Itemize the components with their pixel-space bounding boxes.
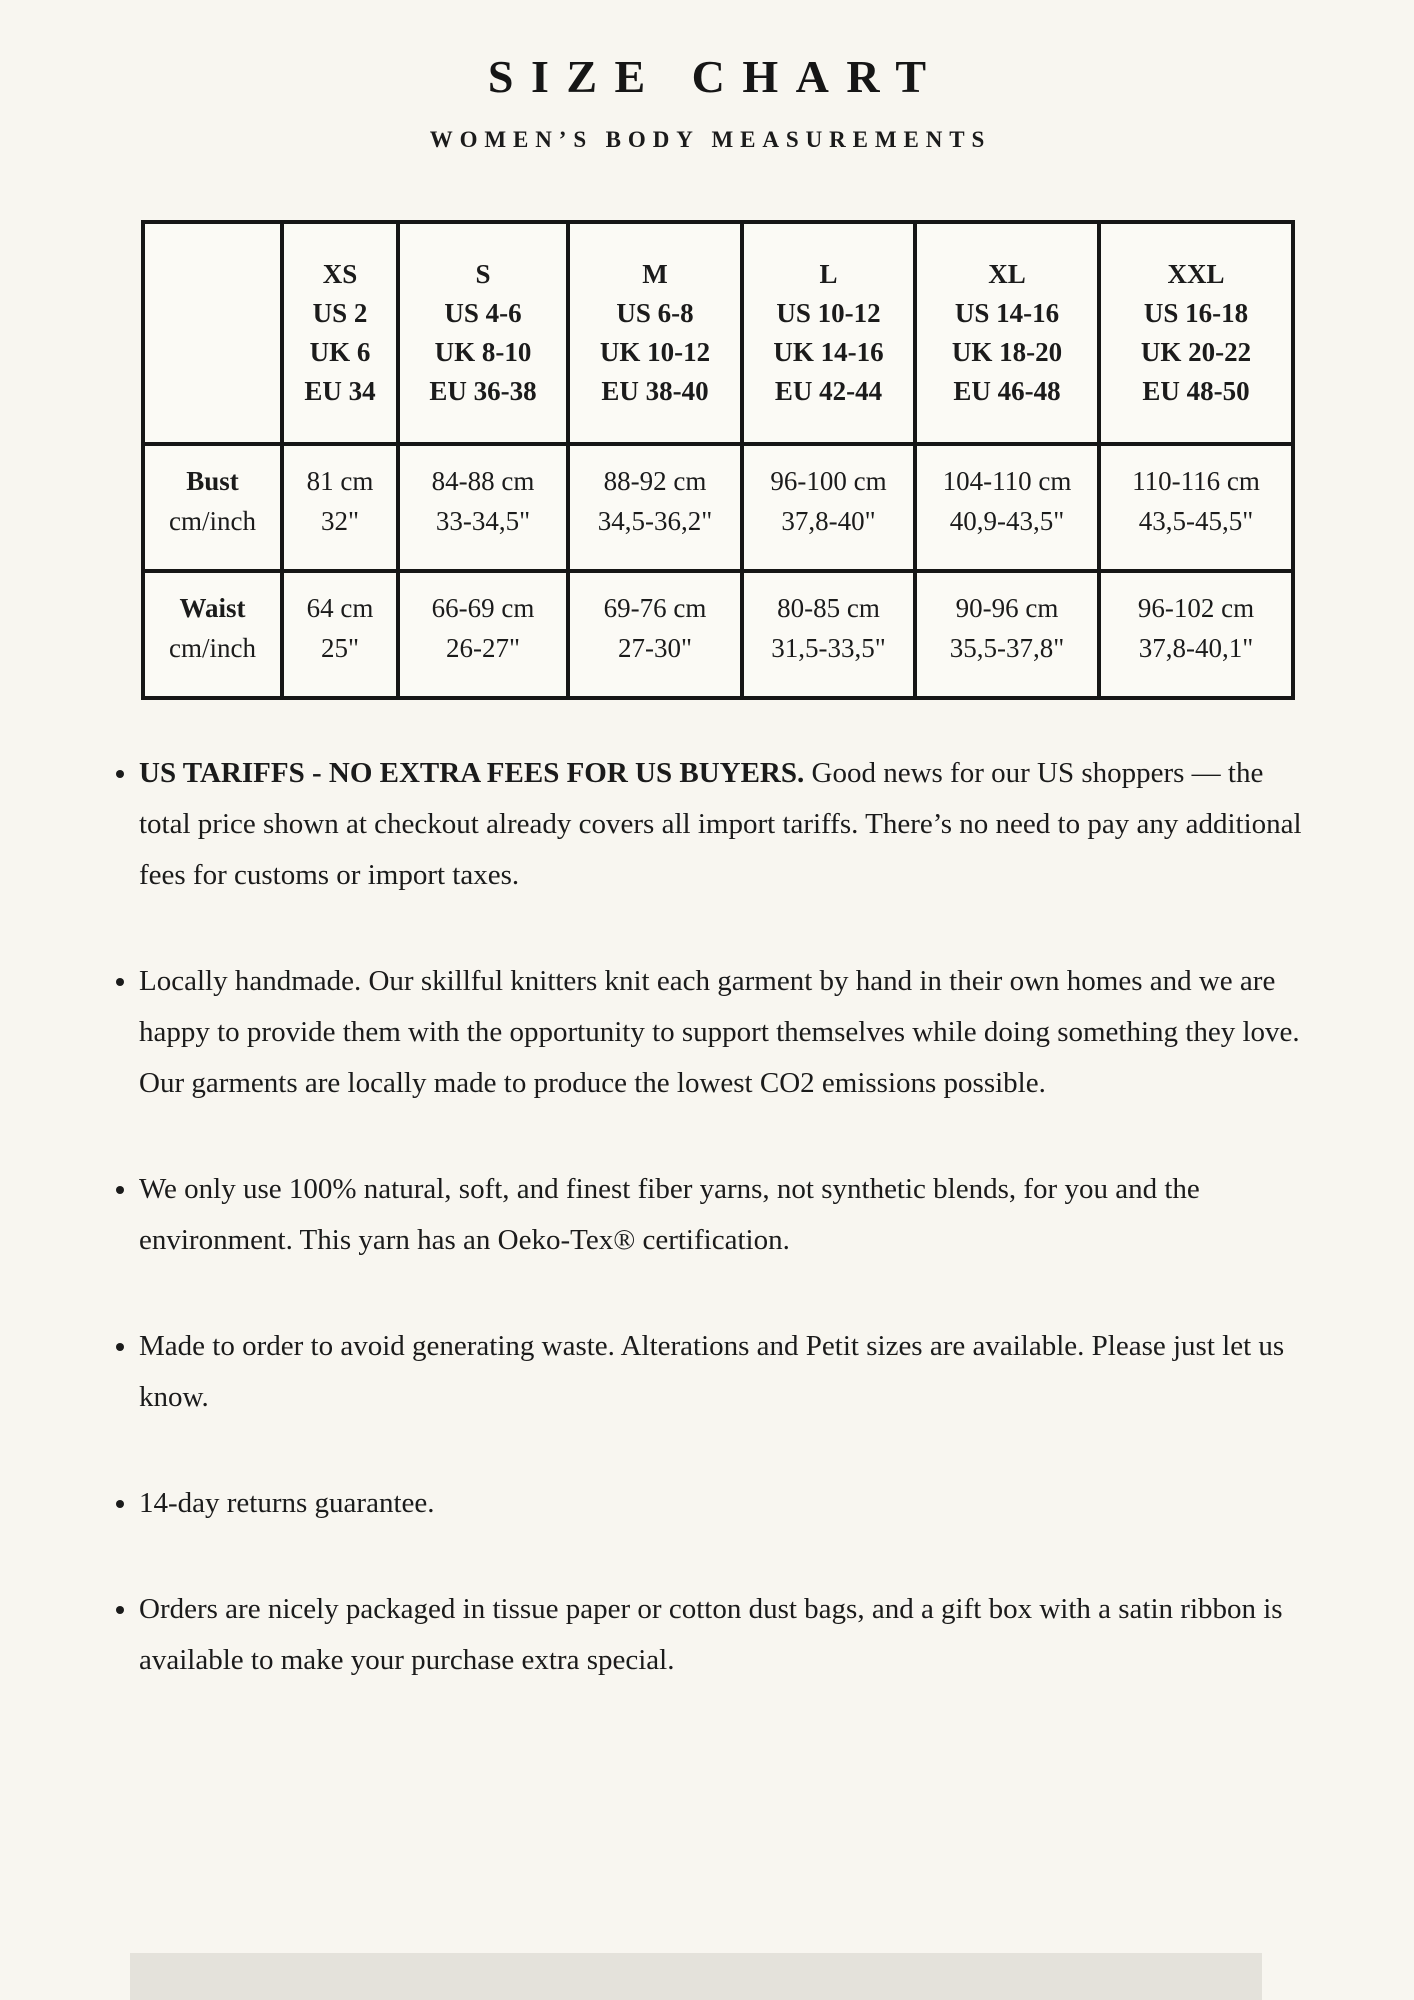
size-column-l bbox=[742, 222, 915, 444]
bullet-text: We only use 100% natural, soft, and finest fiber yarns, not synthetic blends, for you and the environment. This yarn has an Oeko-Tex® certification. bbox=[139, 1173, 1200, 1256]
page-title: SIZE CHART bbox=[487, 51, 944, 102]
bullet-text: Good news for our US shoppers — the total price shown at checkout already covers all import tariffs. There’s no need to pay any additional fees for customs or import taxes. bbox=[139, 757, 1302, 891]
bust-row-label bbox=[143, 444, 282, 571]
size-eu: EU 34 bbox=[304, 376, 376, 406]
size-label: XS bbox=[322, 259, 358, 289]
size-us: US 16-18 bbox=[1143, 298, 1249, 328]
value-inch: 40,9-43,5" bbox=[949, 505, 1065, 536]
row-label: Bust bbox=[186, 465, 239, 496]
size-column-xxl bbox=[1099, 222, 1293, 444]
bust-cell-m bbox=[568, 444, 742, 571]
row-unit: cm/inch bbox=[169, 505, 256, 536]
value-inch: 27-30" bbox=[617, 632, 692, 663]
value-inch: 37,8-40" bbox=[781, 505, 876, 536]
size-uk: UK 6 bbox=[309, 337, 371, 367]
value-inch: 34,5-36,2" bbox=[597, 505, 713, 536]
waist-cell-m bbox=[568, 571, 742, 698]
size-column-xs bbox=[282, 222, 398, 444]
bullet-lead: US TARIFFS - NO EXTRA FEES FOR US BUYERS. bbox=[139, 757, 805, 789]
size-label: L bbox=[819, 259, 838, 289]
list-item-natural-yarns bbox=[139, 1164, 1320, 1266]
bust-cell-s bbox=[398, 444, 568, 571]
bullet-text: Orders are nicely packaged in tissue paper or cotton dust bags, and a gift box with a satin ribbon is available to make your purchase extra special. bbox=[139, 1593, 1283, 1676]
value-cm: 104-110 cm bbox=[942, 465, 1072, 496]
value-cm: 110-116 cm bbox=[1132, 465, 1260, 496]
bust-cell-l bbox=[742, 444, 915, 571]
value-cm: 96-102 cm bbox=[1137, 592, 1255, 623]
value-cm: 96-100 cm bbox=[770, 465, 887, 496]
value-cm: 66-69 cm bbox=[431, 592, 535, 623]
list-item-packaging bbox=[139, 1584, 1320, 1686]
bottom-section-edge bbox=[130, 1953, 1262, 2000]
bullet-text: Locally handmade. Our skillful knitters knit each garment by hand in their own homes and we are happy to provide them with the opportunity to support themselves while doing something they love. Our garments are locally made to produce the lowest CO2 emissions possible. bbox=[139, 965, 1300, 1099]
value-cm: 88-92 cm bbox=[603, 465, 707, 496]
value-inch: 43,5-45,5" bbox=[1138, 505, 1254, 536]
waist-cell-s bbox=[398, 571, 568, 698]
value-cm: 80-85 cm bbox=[777, 592, 880, 623]
size-uk: UK 18-20 bbox=[951, 337, 1063, 367]
waist-cell-l bbox=[742, 571, 915, 698]
value-inch: 35,5-37,8" bbox=[949, 632, 1065, 663]
value-inch: 37,8-40,1" bbox=[1138, 632, 1254, 663]
value-inch: 25" bbox=[320, 632, 360, 663]
size-uk: UK 10-12 bbox=[599, 337, 711, 367]
value-cm: 84-88 cm bbox=[431, 465, 535, 496]
list-item-us-tariffs bbox=[139, 748, 1320, 901]
value-cm: 69-76 cm bbox=[603, 592, 707, 623]
bust-cell-xl bbox=[915, 444, 1099, 571]
size-eu: EU 36-38 bbox=[429, 376, 537, 406]
value-cm: 64 cm bbox=[306, 592, 374, 623]
size-column-xl bbox=[915, 222, 1099, 444]
waist-cell-xxl bbox=[1099, 571, 1293, 698]
value-inch: 26-27" bbox=[445, 632, 520, 663]
list-item-locally-handmade bbox=[139, 956, 1320, 1109]
size-us: US 14-16 bbox=[954, 298, 1060, 328]
bullet-text: 14-day returns guarantee. bbox=[139, 1487, 435, 1519]
size-us: US 10-12 bbox=[776, 298, 881, 328]
size-uk: UK 8-10 bbox=[434, 337, 532, 367]
waist-cell-xs bbox=[282, 571, 398, 698]
size-header-row bbox=[143, 222, 1293, 444]
size-label: XXL bbox=[1167, 259, 1225, 289]
size-uk: UK 14-16 bbox=[773, 337, 884, 367]
bust-cell-xs bbox=[282, 444, 398, 571]
value-inch: 33-34,5" bbox=[435, 505, 531, 536]
size-label: S bbox=[475, 259, 491, 289]
size-eu: EU 42-44 bbox=[774, 376, 883, 406]
page-subtitle: WOMEN’S BODY MEASUREMENTS bbox=[429, 127, 992, 152]
value-cm: 81 cm bbox=[306, 465, 374, 496]
size-eu: EU 46-48 bbox=[953, 376, 1061, 406]
size-eu: EU 38-40 bbox=[601, 376, 709, 406]
waist-cell-xl bbox=[915, 571, 1099, 698]
list-item-returns-guarantee bbox=[139, 1478, 1320, 1529]
waist-row bbox=[143, 571, 1293, 698]
size-us: US 4-6 bbox=[444, 298, 522, 328]
value-cm: 90-96 cm bbox=[955, 592, 1059, 623]
bust-row bbox=[143, 444, 1293, 571]
value-inch: 31,5-33,5" bbox=[771, 632, 886, 663]
size-label: XL bbox=[988, 259, 1026, 289]
size-us: US 6-8 bbox=[616, 298, 694, 328]
bust-cell-xxl bbox=[1099, 444, 1293, 571]
size-us: US 2 bbox=[312, 298, 368, 328]
size-chart-table bbox=[141, 220, 1295, 700]
list-item-made-to-order bbox=[139, 1321, 1320, 1423]
waist-row-label bbox=[143, 571, 282, 698]
value-inch: 32" bbox=[320, 505, 360, 536]
size-label: M bbox=[642, 259, 668, 289]
size-column-s bbox=[398, 222, 568, 444]
row-unit: cm/inch bbox=[169, 632, 256, 663]
page-header bbox=[0, 0, 1414, 153]
size-column-m bbox=[568, 222, 742, 444]
size-eu: EU 48-50 bbox=[1142, 376, 1250, 406]
corner-cell bbox=[143, 222, 282, 444]
product-info-list bbox=[0, 748, 1320, 1686]
size-uk: UK 20-22 bbox=[1140, 337, 1252, 367]
row-label: Waist bbox=[179, 592, 246, 623]
bullet-text: Made to order to avoid generating waste. Alterations and Petit sizes are available. Please just let us know. bbox=[139, 1330, 1285, 1413]
